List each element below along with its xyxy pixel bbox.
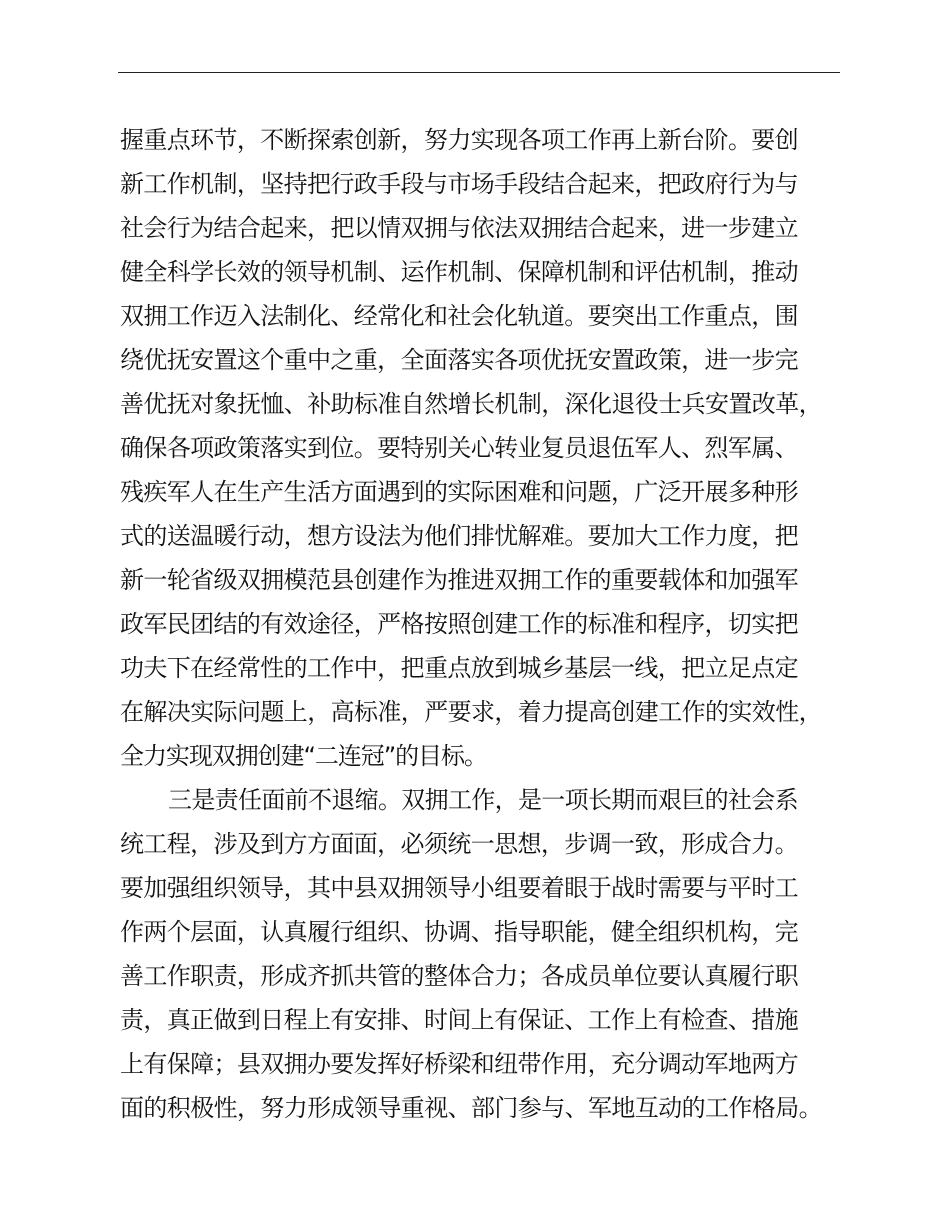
text-line: 新一轮省级双拥模范县创建作为推进双拥工作的重要载体和加强军: [120, 566, 799, 594]
text-line: 残疾军人在生产生活方面遇到的实际困难和问题，广泛开展多种形: [120, 478, 799, 506]
text-line: 绕优抚安置这个重中之重，全面落实各项优抚安置政策，进一步完: [120, 346, 799, 374]
text-line: 要加强组织领导，其中县双拥领导小组要着眼于战时需要与平时工: [120, 874, 799, 902]
text-line: 善优抚对象抚恤、补助标准自然增长机制，深化退役士兵安置改革，: [120, 390, 822, 418]
document-body: [120, 118, 860, 1130]
text-line: 双拥工作迈入法制化、经常化和社会化轨道。要突出工作重点，围: [120, 302, 799, 330]
header-rule: [118, 72, 840, 73]
text-line: 式的送温暖行动，想方设法为他们排忧解难。要加大工作力度，把: [120, 522, 799, 550]
text-line: 健全科学长效的领导机制、运作机制、保障机制和评估机制，推动: [120, 258, 799, 286]
text-line: 社会行为结合起来，把以情双拥与依法双拥结合起来，进一步建立: [120, 214, 799, 242]
text-line: 作两个层面，认真履行组织、协调、指导职能，健全组织机构，完: [120, 918, 799, 946]
text-line: 政军民团结的有效途径，严格按照创建工作的标准和程序，切实把: [120, 610, 799, 638]
text-line: 上有保障；县双拥办要发挥好桥梁和纽带作用，充分调动军地两方: [120, 1050, 799, 1078]
text-line: 善工作职责，形成齐抓共管的整体合力；各成员单位要认真履行职: [120, 962, 799, 990]
text-line: 三是责任面前不退缩。双拥工作，是一项长期而艰巨的社会系: [168, 786, 798, 814]
text-line: 责，真正做到日程上有安排、时间上有保证、工作上有检查、措施: [120, 1006, 799, 1034]
text-line: 全力实现双拥创建“二连冠”的目标。: [120, 742, 487, 770]
text-line: 握重点环节，不断探索创新，努力实现各项工作再上新台阶。要创: [120, 126, 799, 154]
text-line: 功夫下在经常性的工作中，把重点放到城乡基层一线，把立足点定: [120, 654, 799, 682]
text-line: 面的积极性，努力形成领导重视、部门参与、军地互动的工作格局。: [120, 1094, 822, 1122]
text-line: 在解决实际问题上，高标准，严要求，着力提高创建工作的实效性，: [120, 698, 822, 726]
text-line: 新工作机制，坚持把行政手段与市场手段结合起来，把政府行为与: [120, 170, 799, 198]
text-line: 统工程，涉及到方方面面，必须统一思想，步调一致，形成合力。: [120, 830, 799, 858]
text-line: 确保各项政策落实到位。要特别关心转业复员退伍军人、烈军属、: [120, 434, 799, 462]
